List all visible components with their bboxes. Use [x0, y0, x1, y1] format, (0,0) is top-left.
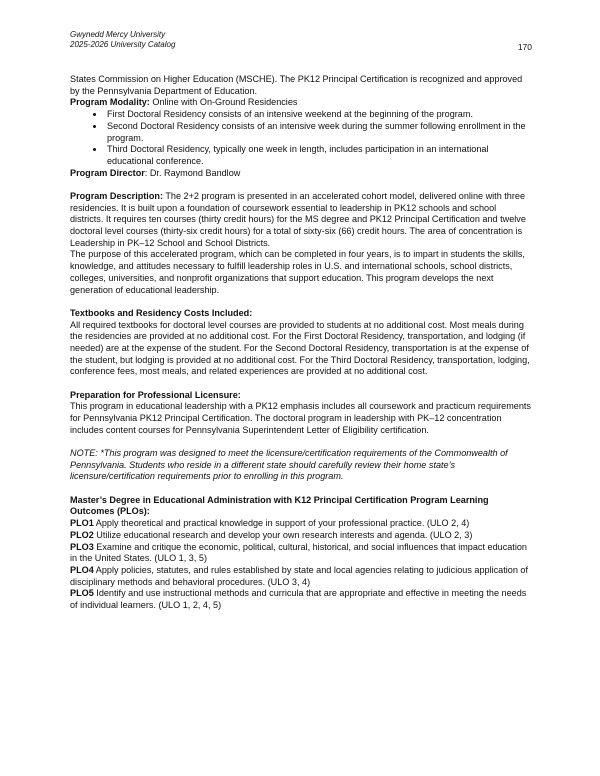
- textbooks-text: All required textbooks for doctoral level courses are provided to students at no additional cost. Most meals during the residencies are provided at no additional cost. For the First Doctoral Residency, transportation, and lodging (if needed) are at the expense of the student. For the Second Doctoral Residency, transportation is at the expense of the student, but lodging is provided at no additional cost. For the Third Doctoral Residency, transportation, lodging, conference fees, most meals, and related experiences are provided at no additional cost.: [70, 319, 530, 377]
- program-modality: [70, 97, 532, 109]
- plo-item: PLO4 Apply policies, statutes, and rules established by state and local agencies relating to judicious application of disciplinary methods and behavioral procedures. (ULO 3, 4): [70, 564, 529, 587]
- page-header: [70, 30, 532, 56]
- program-director: [70, 168, 532, 180]
- program-purpose: The purpose of this accelerated program, which can be completed in four years, is to impart in students the skills, knowledge, and attitudes necessary to fulfill leadership roles in U.S. and international schools, school districts, colleges, universities, and nonprofit organizations that support education. This program develops the next generation of educational leadership.: [70, 249, 525, 295]
- director-label: Program Director: [70, 167, 145, 178]
- plo-item: PLO3 Examine and critique the economic, political, cultural, historical, and social influences that impact education in the United States. (ULO 1, 3, 5): [70, 541, 527, 564]
- licensure-note: NOTE: *This program was designed to meet the licensure/certification requirements of the Commonwealth of Pennsylvania. Students who reside in a different state should carefully review their home state’s licensure/certification requirements prior to enrolling in this program.: [70, 448, 508, 482]
- modality-value: Online with On-Ground Residencies: [149, 97, 298, 108]
- intro-paragraph: States Commission on Higher Education (MSCHE). The PK12 Principal Certification is recognized and approved by the Pennsylvania Department of Education.: [70, 74, 523, 96]
- program-description: [70, 191, 532, 250]
- residency-list: [70, 109, 532, 168]
- description-text: The 2+2 program is presented in an accelerated cohort model, delivered online with three residencies. It is built upon a foundation of coursework essential to leadership in PK12 schools and school districts. It requires ten courses (thirty credit hours) for the MS degree and PK12 Principal Certification and twelve doctoral level courses (thirty-six credit hours) for a total of sixty-six (66) credit hours. The area of concentration is Leadership in PK–12 School and School Districts.: [70, 190, 526, 248]
- list-item: • First Doctoral Residency consists of an intensive weekend at the beginning of the program.: [105, 109, 532, 121]
- plo-item: PLO2 Utilize educational research and develop your own research interests and agenda. (ULO 2, 3): [70, 529, 473, 540]
- catalog-page: [70, 30, 532, 612]
- licensure-text: This program in educational leadership with a PK12 emphasis includes all coursework and practicum requirements for Pennsylvania PK12 Principal Certification. The doctoral program in leadership with PK–12 concentration includes content courses for Pennsylvania Superintendent Letter of Eligibility certification.: [70, 401, 531, 435]
- university-name: Gwynedd Mercy University: [70, 30, 166, 39]
- textbooks-heading: Textbooks and Residency Costs Included:: [70, 307, 253, 318]
- plo-heading: Master’s Degree in Educational Administration with K12 Principal Certification Program Learning Outcomes (PLOs):: [70, 494, 489, 517]
- description-label: Program Description:: [70, 190, 163, 201]
- page-number: 170: [517, 42, 532, 52]
- page-body: [70, 74, 532, 612]
- director-value: : Dr. Raymond Bandlow: [144, 167, 241, 178]
- catalog-title: 2025-2026 University Catalog: [70, 39, 176, 49]
- licensure-heading: Preparation for Professional Licensure:: [70, 389, 241, 400]
- plo-item: PLO5 Identify and use instructional methods and curricula that are appropriate and effective in meeting the needs of individual learners. (ULO 1, 2, 4, 5): [70, 588, 527, 611]
- list-item: • Third Doctoral Residency, typically one week in length, includes participation in an international educational conference.: [105, 144, 532, 167]
- plo-item: PLO1 Apply theoretical and practical knowledge in support of your professional practice. (ULO 2, 4): [70, 518, 470, 529]
- list-item: • Second Doctoral Residency consists of an intensive week during the summer following enrollment in the program.: [105, 121, 532, 144]
- modality-label: Program Modality:: [70, 97, 150, 108]
